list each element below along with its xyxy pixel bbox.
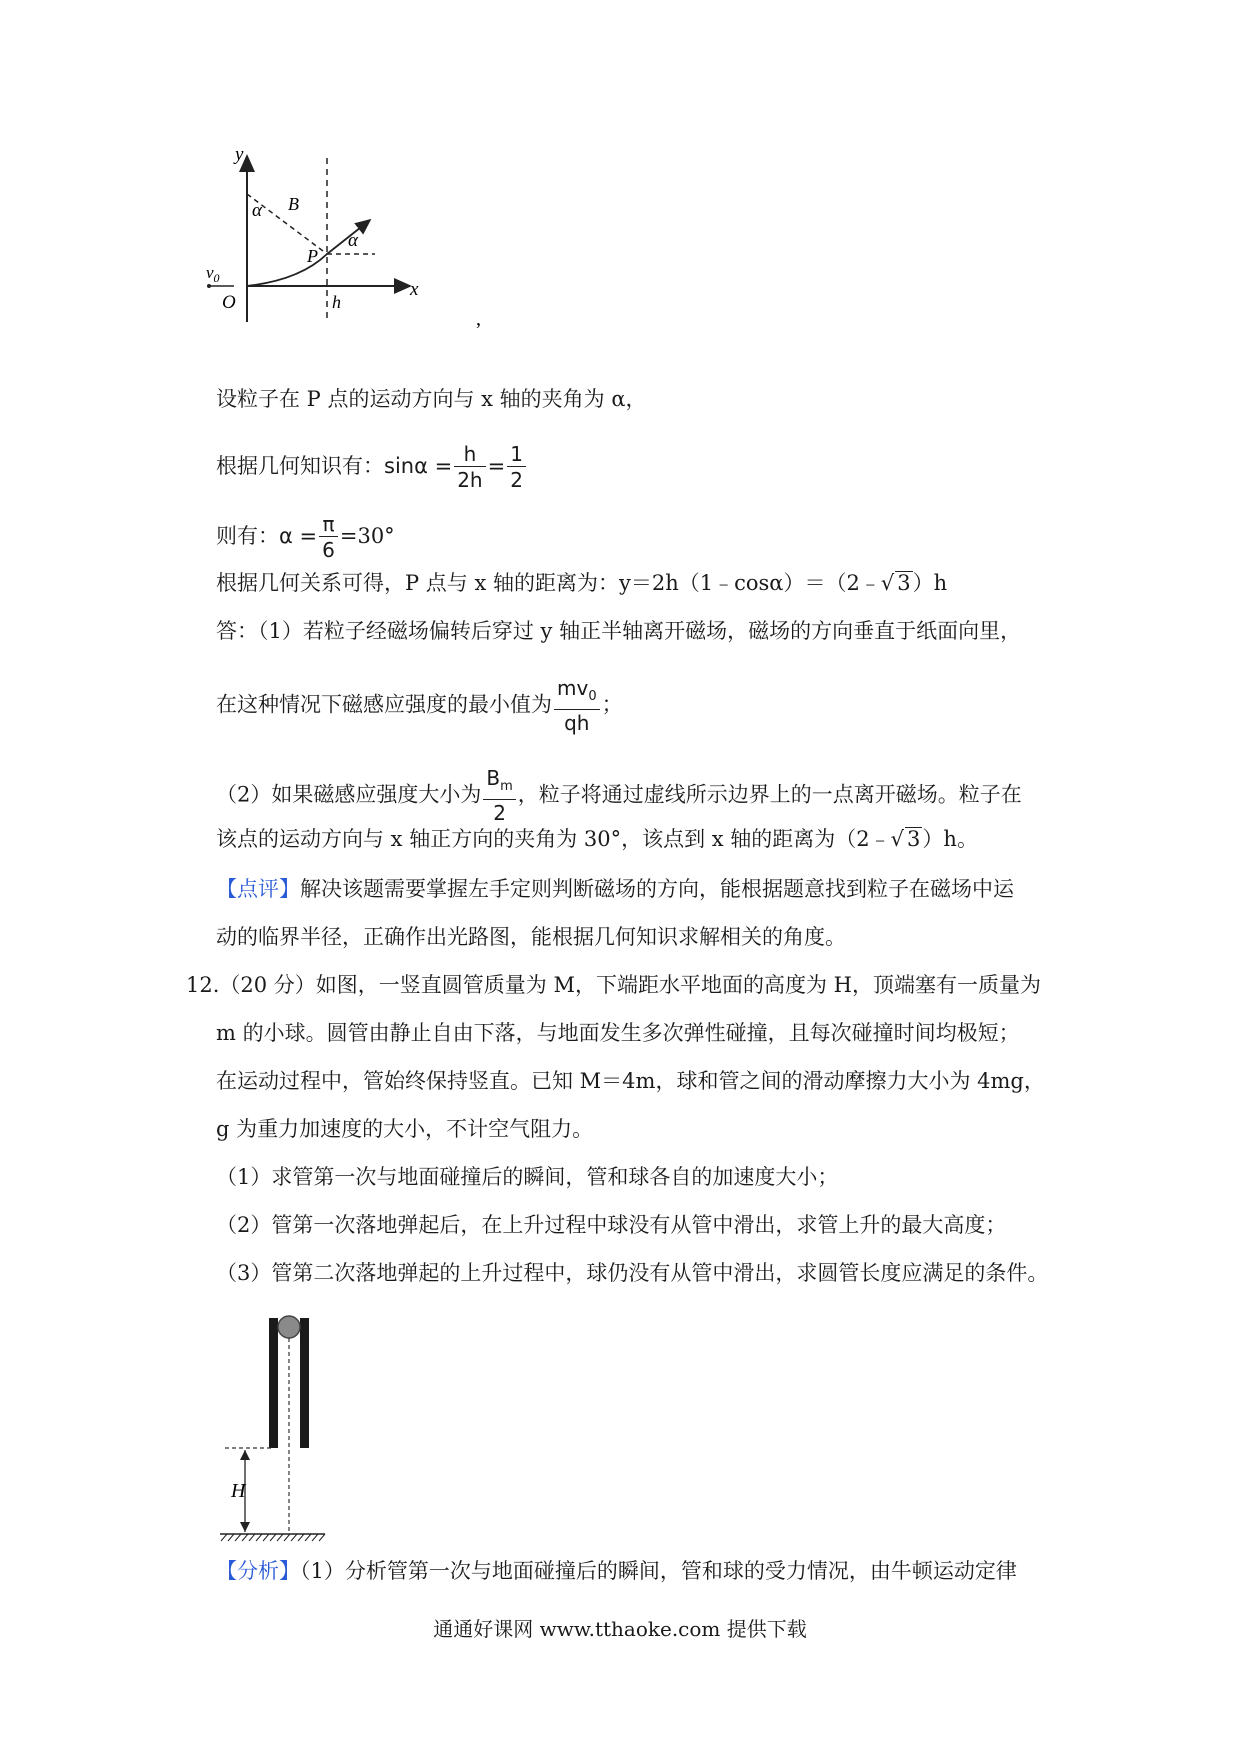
y-label: y <box>235 144 244 165</box>
line-alpha-result: 则有：α = $\frac{\pi}{6}$ =30° <box>216 512 395 562</box>
q12-line-3: 在运动过程中，管始终保持竖直。已知 M＝4m，球和管之间的滑动摩擦力大小为 4mg， <box>216 1069 1045 1093</box>
h-label: h <box>332 292 341 312</box>
line-comment: 【点评】解决该题需要掌握左手定则判断磁场的方向，能根据题意找到粒子在磁场中运 <box>216 877 1014 901</box>
line-answer-2-cont: 该点的运动方向与 x 轴正方向的夹角为 30°，该点到 x 轴的距离为（2﹣√ 3）h。 <box>216 827 978 851</box>
tube-right-wall <box>300 1318 309 1448</box>
line-answer-2: （2）如果磁感应强度大小为 $\frac{B_m}{2}$ ，粒子将通过虚线所示边界上的一点离开磁场。粒子在 <box>216 766 1022 825</box>
origin-label: O <box>222 292 236 313</box>
line-comment-cont: 动的临界半径，正确作出光路图，能根据几何知识求解相关的角度。 <box>216 925 846 949</box>
line-answer-1: 答：（1）若粒子经磁场偏转后穿过 y 轴正半轴离开磁场，磁场的方向垂直于纸面向里， <box>216 619 1022 643</box>
q12-sub-3: （3）管第二次落地弹起的上升过程中，球仍没有从管中滑出，求圆管长度应满足的条件。 <box>216 1261 1049 1285</box>
q12-line-2: m 的小球。圆管由静止自由下落，与地面发生多次弹性碰撞，且每次碰撞时间均极短； <box>216 1021 1020 1045</box>
q12-sub-1: （1）求管第一次与地面碰撞后的瞬间，管和球各自的加速度大小； <box>216 1165 839 1189</box>
tube-ball-diagram <box>215 1310 335 1550</box>
alpha-left-label: α <box>252 200 262 221</box>
v0-label: $v_0$ <box>206 263 220 285</box>
line-analysis: 【分析】（1）分析管第一次与地面碰撞后的瞬间，管和球的受力情况，由牛顿运动定律 <box>216 1559 1017 1583</box>
line-distance: 根据几何关系可得，P 点与 x 轴的距离为：y＝2h（1﹣cosα）＝（2﹣√ 3）h <box>216 571 948 595</box>
b-label: B <box>288 194 299 214</box>
q12-sub-2: （2）管第一次落地弹起后，在上升过程中球没有从管中滑出，求管上升的最大高度； <box>216 1213 1007 1237</box>
x-label: x <box>410 279 419 300</box>
page-footer: 通通好课网 www.tthaoke.com 提供下载 <box>433 1617 807 1641</box>
line-min-b: 在这种情况下磁感应强度的最小值为 $\frac{mv_0}{qh}$ ； <box>216 676 623 735</box>
analysis-tag: 【分析】 <box>216 1559 300 1583</box>
line-sin-equation: 根据几何知识有：sinα = $\frac{h}{2h}$ = $\frac{1}{2}$ <box>216 442 528 493</box>
comment-tag: 【点评】 <box>216 877 300 901</box>
q12-line-4: g 为重力加速度的大小，不计空气阻力。 <box>216 1117 594 1141</box>
trailing-comma: , <box>476 308 481 330</box>
p-label: P <box>307 246 318 266</box>
ground-hatching <box>221 1534 325 1541</box>
height-label: H <box>231 1480 246 1502</box>
tube-left-wall <box>269 1318 278 1448</box>
alpha-right-label: α <box>348 230 358 251</box>
line-alpha-def: 设粒子在 P 点的运动方向与 x 轴的夹角为 α， <box>216 387 647 411</box>
ball <box>278 1316 300 1338</box>
magnetic-field-diagram <box>206 144 500 360</box>
q12-line-1: 12.（20 分）如图，一竖直圆管质量为 M，下端距水平地面的高度为 H，顶端塞有一质量为 <box>186 973 1041 997</box>
